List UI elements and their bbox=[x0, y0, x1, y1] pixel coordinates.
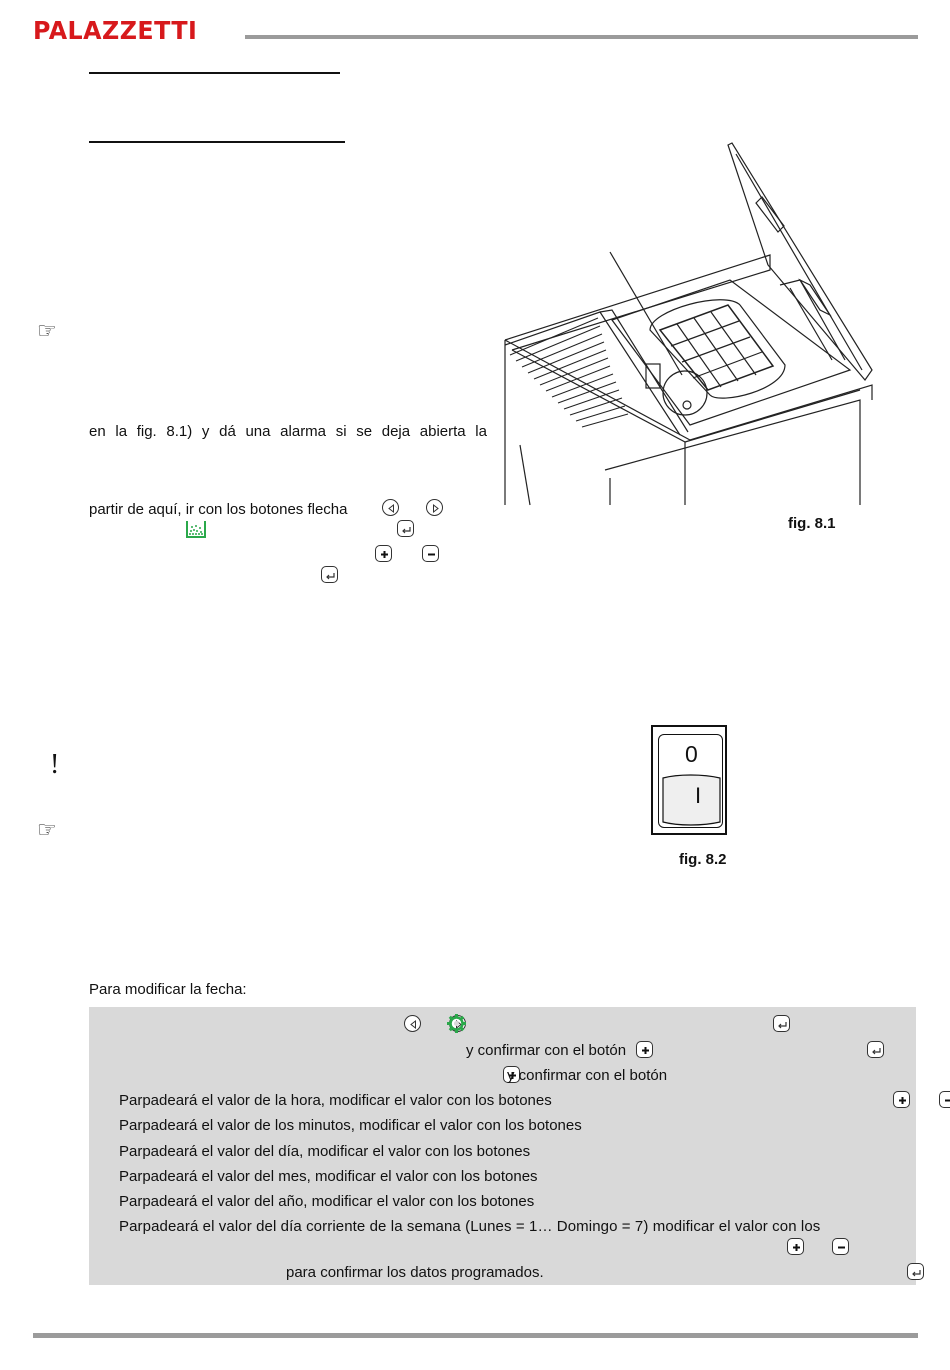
body-text: en la fig. 8.1) y dá una alarma si se deja abierta la bbox=[89, 423, 487, 440]
footer-rule bbox=[33, 1333, 918, 1338]
plus-key-icon bbox=[636, 1041, 653, 1058]
rocker-switch-figure bbox=[651, 725, 727, 835]
enter-key-icon bbox=[321, 566, 338, 583]
exclamation-icon: ! bbox=[50, 749, 60, 780]
ash-drawer-icon bbox=[185, 518, 207, 545]
section-heading-underline bbox=[89, 141, 345, 143]
body-text: partir de aquí, ir con los botones flecha bbox=[89, 501, 348, 518]
step-final: para confirmar los datos programados. bbox=[286, 1264, 544, 1281]
header-rule bbox=[245, 35, 918, 39]
body-text-line bbox=[89, 423, 487, 441]
minus-key-icon bbox=[422, 545, 439, 562]
date-intro: Para modificar la fecha: bbox=[89, 981, 247, 998]
arrow-left-key-icon bbox=[382, 499, 399, 516]
confirm-text: y confirmar con el botón bbox=[507, 1067, 668, 1084]
brand-logo: PALAZZETTI bbox=[33, 16, 198, 45]
section-heading-underline bbox=[89, 72, 340, 74]
figure-caption: fig. 8.1 bbox=[788, 515, 836, 532]
switch-label-one: I bbox=[695, 783, 702, 808]
pointing-hand-icon: ☞ bbox=[37, 817, 57, 842]
step-hora: Parpadeará el valor de la hora, modificar el valor con los botones bbox=[119, 1092, 552, 1109]
confirm-text: y confirmar con el botón bbox=[466, 1042, 627, 1059]
minus-key-icon bbox=[939, 1091, 950, 1108]
plus-key-icon bbox=[375, 545, 392, 562]
pointing-hand-icon: ☞ bbox=[37, 318, 57, 343]
stove-illustration bbox=[500, 140, 880, 510]
step-anio: Parpadeará el valor del año, modificar el valor con los botones bbox=[119, 1193, 535, 1210]
minus-key-icon bbox=[832, 1238, 849, 1255]
enter-key-icon bbox=[773, 1015, 790, 1032]
step-minutos: Parpadeará el valor de los minutos, modificar el valor con los botones bbox=[119, 1117, 582, 1134]
plus-key-icon bbox=[893, 1091, 910, 1108]
figure-caption: fig. 8.2 bbox=[679, 851, 727, 868]
arrow-right-key-icon bbox=[426, 499, 443, 516]
enter-key-icon bbox=[867, 1041, 884, 1058]
plus-key-icon bbox=[787, 1238, 804, 1255]
switch-label-zero: 0 bbox=[685, 741, 698, 767]
arrow-left-key-icon bbox=[404, 1015, 421, 1032]
step-mes: Parpadeará el valor del mes, modificar el valor con los botones bbox=[119, 1168, 538, 1185]
enter-key-icon bbox=[397, 520, 414, 537]
body-text-line bbox=[89, 501, 348, 519]
step-dia: Parpadeará el valor del día, modificar el valor con los botones bbox=[119, 1143, 531, 1160]
gear-icon bbox=[446, 1013, 467, 1039]
step-semana: Parpadeará el valor del día corriente de la semana (Lunes = 1… Domingo = 7) modificar el valor con los bbox=[119, 1218, 821, 1235]
enter-key-icon bbox=[907, 1263, 924, 1280]
